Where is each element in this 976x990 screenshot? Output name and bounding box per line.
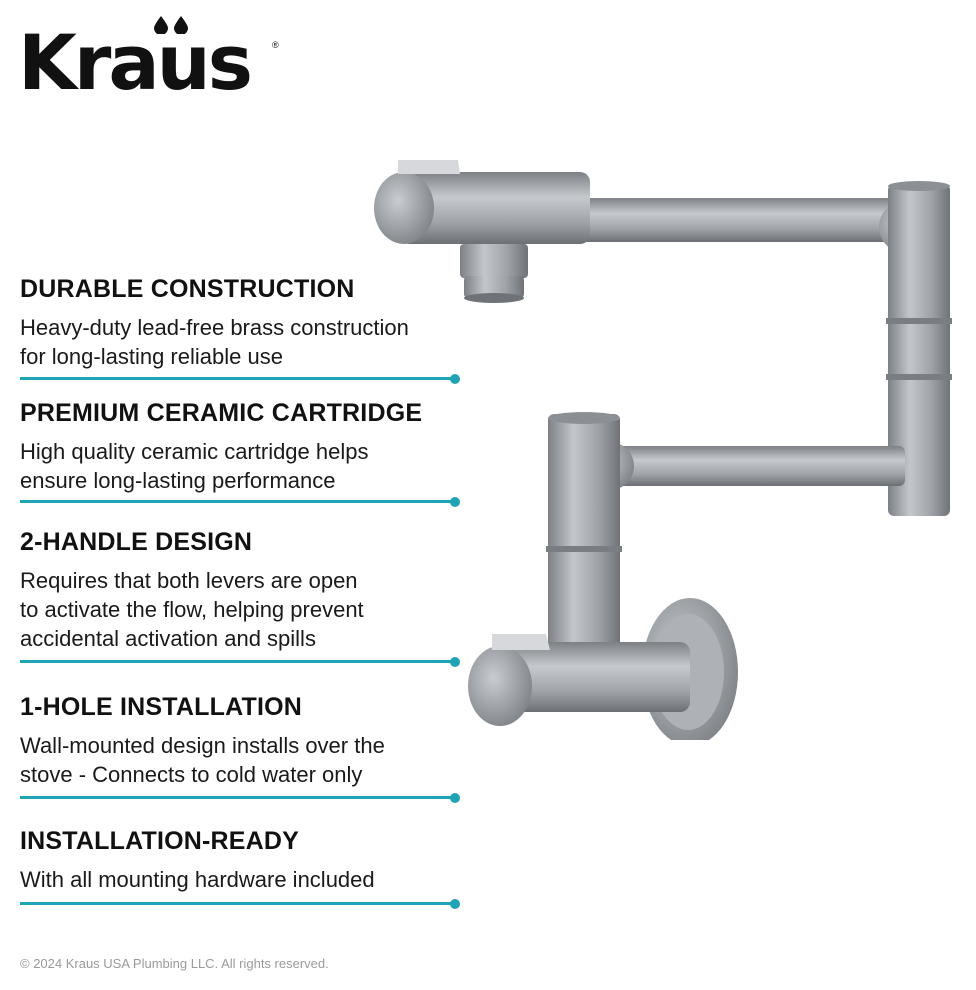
feature-title: 2-HANDLE DESIGN <box>20 528 253 556</box>
feature-description: Heavy-duty lead-free brass construction for long-lasting reliable use <box>20 315 409 369</box>
registered-mark: ® <box>272 40 279 50</box>
feature-description: Requires that both levers are open to activate the flow, helping prevent accidental activation and spills <box>20 568 364 651</box>
feature-description: With all mounting hardware included <box>20 867 375 892</box>
copyright-text: © 2024 Kraus USA Plumbing LLC. All rights reserved. <box>20 956 329 971</box>
feature-title: INSTALLATION-READY <box>20 827 300 855</box>
feature-title: PREMIUM CERAMIC CARTRIDGE <box>20 399 423 427</box>
divider-line <box>20 902 453 905</box>
divider-line <box>20 796 453 799</box>
feature-title: DURABLE CONSTRUCTION <box>20 275 355 303</box>
feature-description: Wall-mounted design installs over the stove - Connects to cold water only <box>20 733 385 787</box>
feature-title: 1-HOLE INSTALLATION <box>20 693 303 721</box>
brand-name: Kraus <box>18 18 250 107</box>
feature-installation-ready <box>20 826 465 894</box>
brand-logo <box>18 18 279 107</box>
pot-filler-faucet-image <box>360 150 960 740</box>
divider-dot <box>450 899 460 909</box>
divider-dot <box>450 793 460 803</box>
feature-description: High quality ceramic cartridge helps ensure long-lasting performance <box>20 439 369 493</box>
